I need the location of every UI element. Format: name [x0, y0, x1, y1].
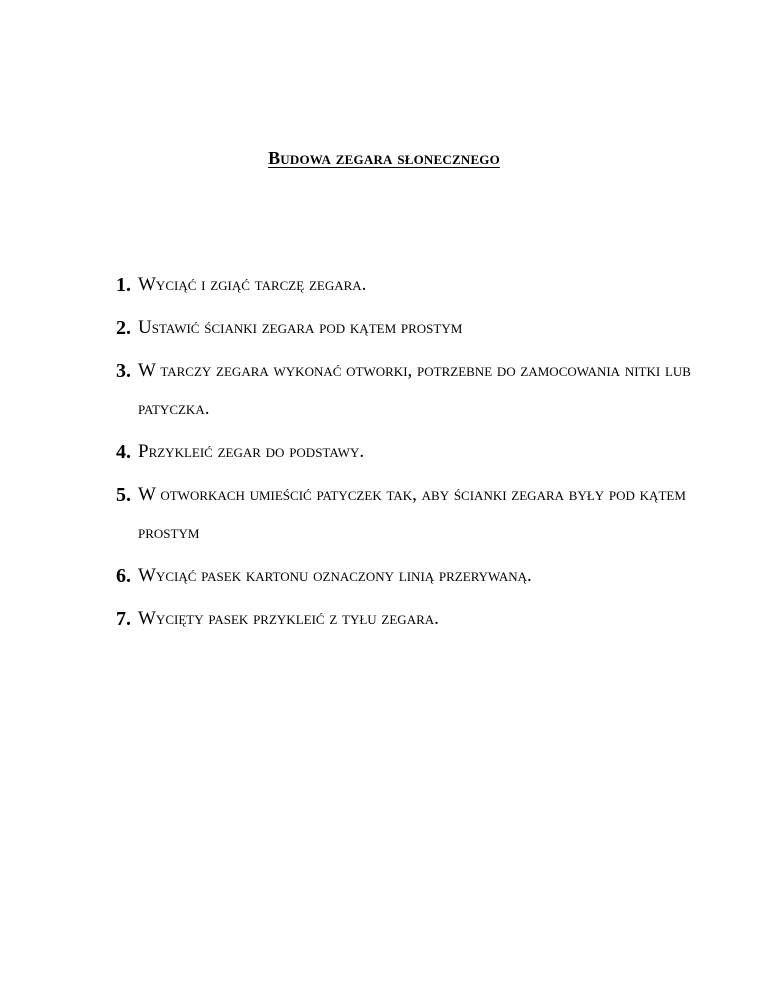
document-title: Budowa zegara słonecznego [268, 148, 500, 168]
list-item [116, 315, 716, 347]
list-item [116, 606, 716, 638]
step-number: 3. [116, 360, 131, 382]
step-text: Wyciąć i zgiąć tarczę zegara. [138, 274, 367, 295]
list-item [116, 439, 716, 471]
step-text: Przykleić zegar do podstawy. [138, 441, 365, 462]
list-item [116, 358, 716, 428]
step-text: W tarczy zegara wykonać otworki, potrzebne do zamocowania nitki lub patyczka. [138, 360, 691, 419]
step-number: 5. [116, 484, 131, 506]
step-number: 6. [116, 565, 131, 587]
step-number: 1. [116, 274, 131, 296]
list-item [116, 272, 716, 304]
list-item [116, 563, 716, 595]
step-number: 2. [116, 317, 131, 339]
step-text: Ustawić ścianki zegara pod kątem prostym [138, 317, 463, 338]
step-number: 7. [116, 608, 131, 630]
step-text: W otworkach umieścić patyczek tak, aby ścianki zegara były pod kątem prostym [138, 484, 686, 543]
step-text: Wyciąć pasek kartonu oznaczony linią przerywaną. [138, 565, 532, 586]
steps-list [116, 272, 716, 649]
step-number: 4. [116, 441, 131, 463]
step-text: Wycięty pasek przykleić z tyłu zegara. [138, 608, 439, 629]
list-item [116, 482, 716, 552]
